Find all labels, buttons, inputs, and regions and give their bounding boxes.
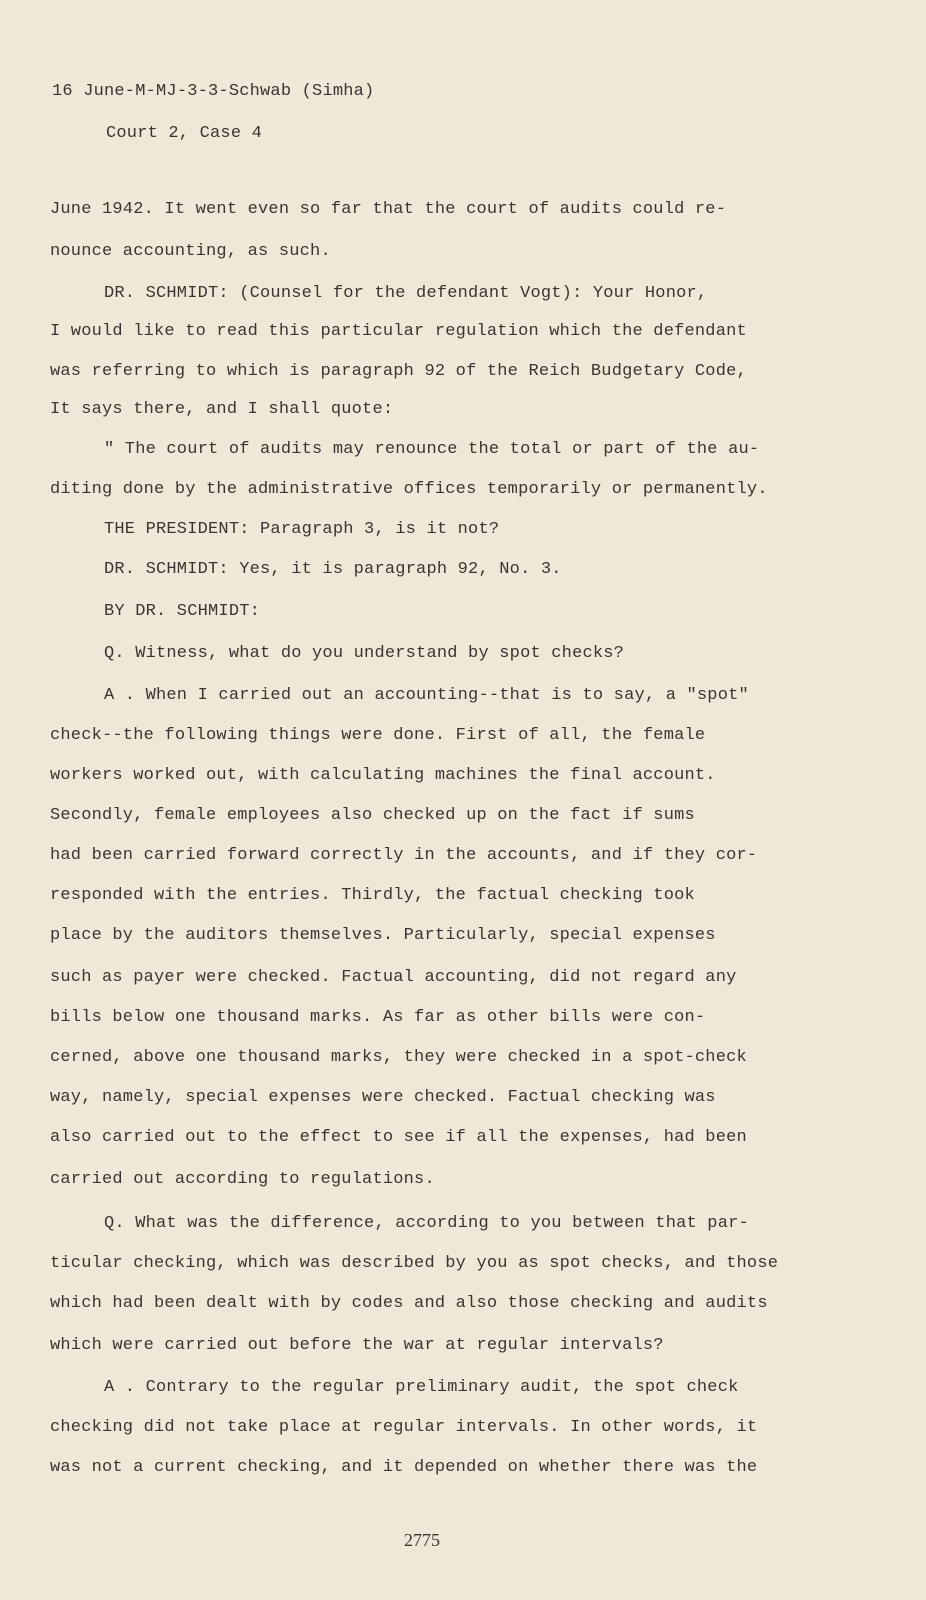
transcript-line: Q. What was the difference, according to you between that par-: [104, 1214, 749, 1233]
transcript-line: A . When I carried out an accounting--that is to say, a "spot": [104, 686, 749, 705]
transcript-line: checking did not take place at regular intervals. In other words, it: [50, 1418, 758, 1437]
transcript-line: Secondly, female employees also checked up on the fact if sums: [50, 806, 695, 825]
document-header: 16 June-M-MJ-3-3-Schwab (Simha): [52, 82, 375, 101]
transcript-line: DR. SCHMIDT: Yes, it is paragraph 92, No. 3.: [104, 560, 562, 579]
transcript-line: way, namely, special expenses were checked. Factual checking was: [50, 1088, 716, 1107]
transcript-line: diting done by the administrative offices temporarily or permanently.: [50, 480, 768, 499]
transcript-line: cerned, above one thousand marks, they were checked in a spot-check: [50, 1048, 747, 1067]
transcript-line: carried out according to regulations.: [50, 1170, 435, 1189]
transcript-line: Q. Witness, what do you understand by spot checks?: [104, 644, 625, 663]
transcript-line: responded with the entries. Thirdly, the factual checking took: [50, 886, 695, 905]
transcript-line: was not a current checking, and it depended on whether there was the: [50, 1458, 758, 1477]
transcript-line: workers worked out, with calculating machines the final account.: [50, 766, 716, 785]
transcript-line: nounce accounting, as such.: [50, 242, 331, 261]
transcript-line: THE PRESIDENT: Paragraph 3, is it not?: [104, 520, 500, 539]
transcript-line: bills below one thousand marks. As far as other bills were con-: [50, 1008, 706, 1027]
transcript-line: such as payer were checked. Factual accounting, did not regard any: [50, 968, 737, 987]
transcript-line: BY DR. SCHMIDT:: [104, 602, 261, 621]
transcript-line: I would like to read this particular regulation which the defendant: [50, 322, 747, 341]
court-case-line: Court 2, Case 4: [106, 124, 263, 143]
transcript-line: DR. SCHMIDT: (Counsel for the defendant Vogt): Your Honor,: [104, 284, 708, 303]
transcript-line: also carried out to the effect to see if all the expenses, had been: [50, 1128, 747, 1147]
transcript-line: It says there, and I shall quote:: [50, 400, 394, 419]
transcript-line: place by the auditors themselves. Particularly, special expenses: [50, 926, 716, 945]
transcript-line: " The court of audits may renounce the total or part of the au-: [104, 440, 760, 459]
transcript-line: had been carried forward correctly in the accounts, and if they cor-: [50, 846, 758, 865]
transcript-line: check--the following things were done. First of all, the female: [50, 726, 706, 745]
transcript-line: was referring to which is paragraph 92 of the Reich Budgetary Code,: [50, 362, 747, 381]
transcript-line: which had been dealt with by codes and also those checking and audits: [50, 1294, 768, 1313]
transcript-line: ticular checking, which was described by you as spot checks, and those: [50, 1254, 779, 1273]
transcript-line: June 1942. It went even so far that the court of audits could re-: [50, 200, 727, 219]
transcript-line: A . Contrary to the regular preliminary audit, the spot check: [104, 1378, 739, 1397]
transcript-line: which were carried out before the war at regular intervals?: [50, 1336, 664, 1355]
page-number: 2775: [404, 1530, 440, 1550]
